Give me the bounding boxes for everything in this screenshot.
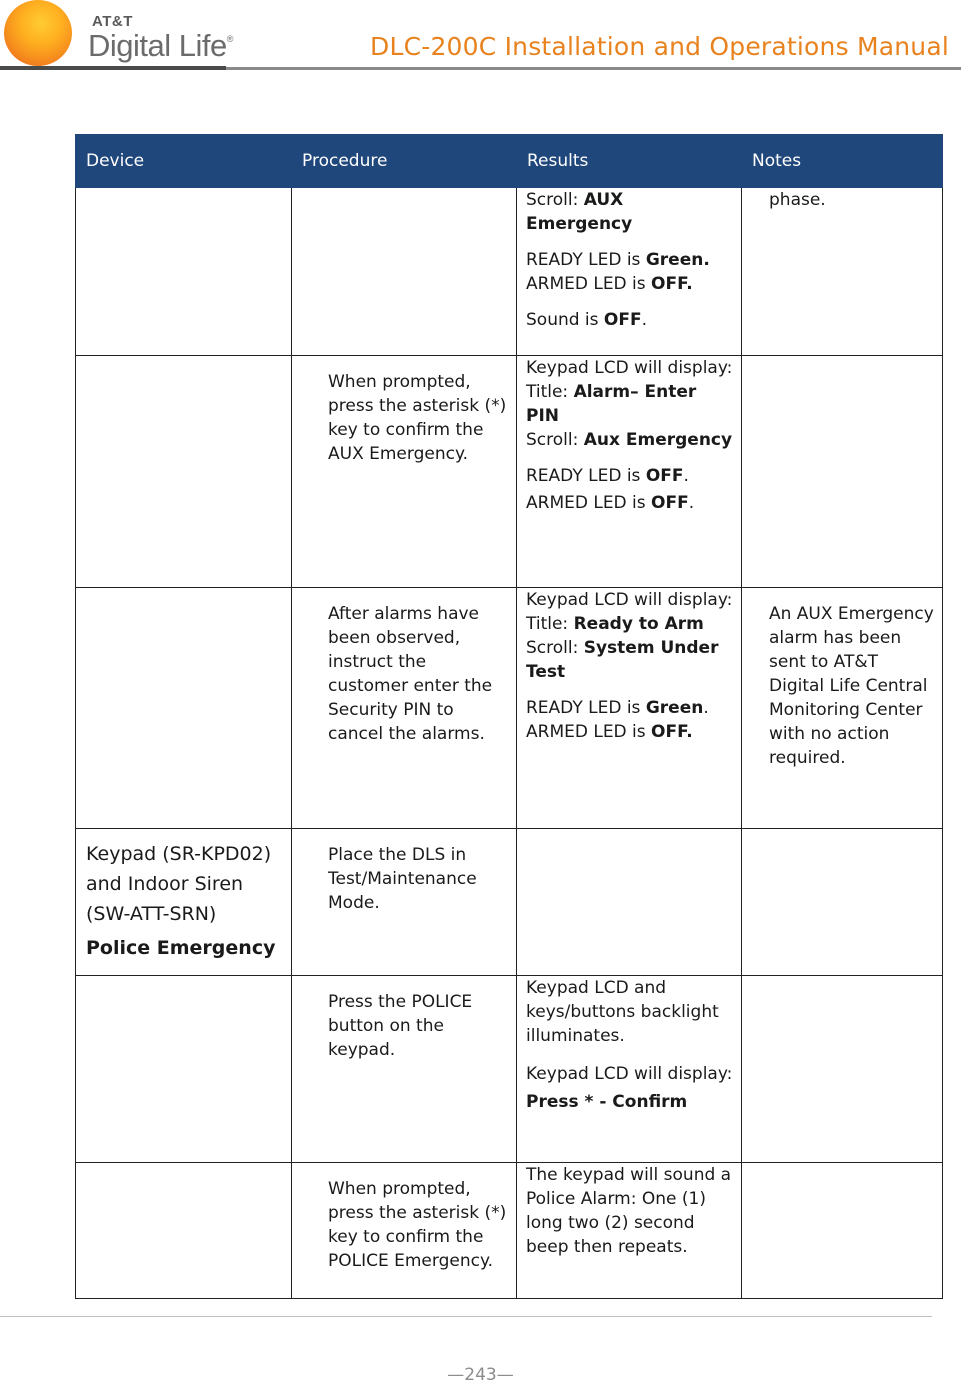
header-rule-accent [0, 66, 226, 70]
results-cell: Scroll: AUX Emergency READY LED is Green. ARMED LED is OFF. Sound is OFF. [517, 188, 742, 356]
table-row [76, 976, 943, 1163]
notes-cell [742, 976, 943, 1163]
table-row [76, 588, 943, 829]
device-category: Police Emergency [86, 937, 276, 959]
notes-cell [742, 1163, 943, 1299]
page-number: —243— [447, 1365, 514, 1385]
notes-cell: An AUX Emergency alarm has been sent to AT&T Digital Life Central Monitoring Center with no action required. [742, 588, 943, 829]
notes-cell [742, 356, 943, 588]
page-header [0, 0, 961, 72]
procedure-cell: Press the POLICE button on the keypad. [292, 976, 517, 1163]
column-header-results: Results [517, 135, 742, 188]
device-name: Keypad (SR-KPD02) and Indoor Siren (SW-ATT-SRN) [86, 843, 272, 925]
table-row [76, 188, 943, 356]
table-row [76, 829, 943, 976]
notes-cell: phase. [742, 188, 943, 356]
procedure-cell: After alarms have been observed, instruct the customer enter the Security PIN to cancel the alarms. [292, 588, 517, 829]
device-cell [76, 356, 292, 588]
column-header-procedure: Procedure [292, 135, 517, 188]
document-title: DLC-200C Installation and Operations Manual [370, 32, 949, 61]
device-cell [76, 829, 292, 976]
device-cell [76, 588, 292, 829]
procedure-cell: When prompted, press the asterisk (*) key to confirm the AUX Emergency. [292, 356, 517, 588]
results-cell: The keypad will sound a Police Alarm: One (1) long two (2) second beep then repeats. [517, 1163, 742, 1299]
logo-att-text: AT&T [92, 13, 133, 30]
device-cell [76, 188, 292, 356]
logo-digital-life-text: Digital Life® [88, 28, 233, 63]
table-row [76, 356, 943, 588]
table-header-row [76, 135, 943, 188]
device-cell [76, 1163, 292, 1299]
notes-cell [742, 829, 943, 976]
results-cell: Keypad LCD will display: Title: Ready to Arm Scroll: System Under Test READY LED is Green. ARMED LED is OFF. [517, 588, 742, 829]
column-header-notes: Notes [742, 135, 943, 188]
results-cell: Keypad LCD and keys/buttons backlight illuminates. Keypad LCD will display: Press * - Confirm [517, 976, 742, 1163]
att-globe-logo-icon [4, 0, 72, 66]
footer-rule [0, 1316, 932, 1317]
procedure-table [75, 134, 943, 1299]
column-header-device: Device [76, 135, 292, 188]
procedure-cell: When prompted, press the asterisk (*) key to confirm the POLICE Emergency. [292, 1163, 517, 1299]
table-row [76, 1163, 943, 1299]
results-cell [517, 829, 742, 976]
results-cell: Keypad LCD will display: Title: Alarm– Enter PIN Scroll: Aux Emergency READY LED is OFF. ARMED LED is OFF. [517, 356, 742, 588]
procedure-cell [292, 188, 517, 356]
procedure-cell: Place the DLS in Test/Maintenance Mode. [292, 829, 517, 976]
device-cell [76, 976, 292, 1163]
